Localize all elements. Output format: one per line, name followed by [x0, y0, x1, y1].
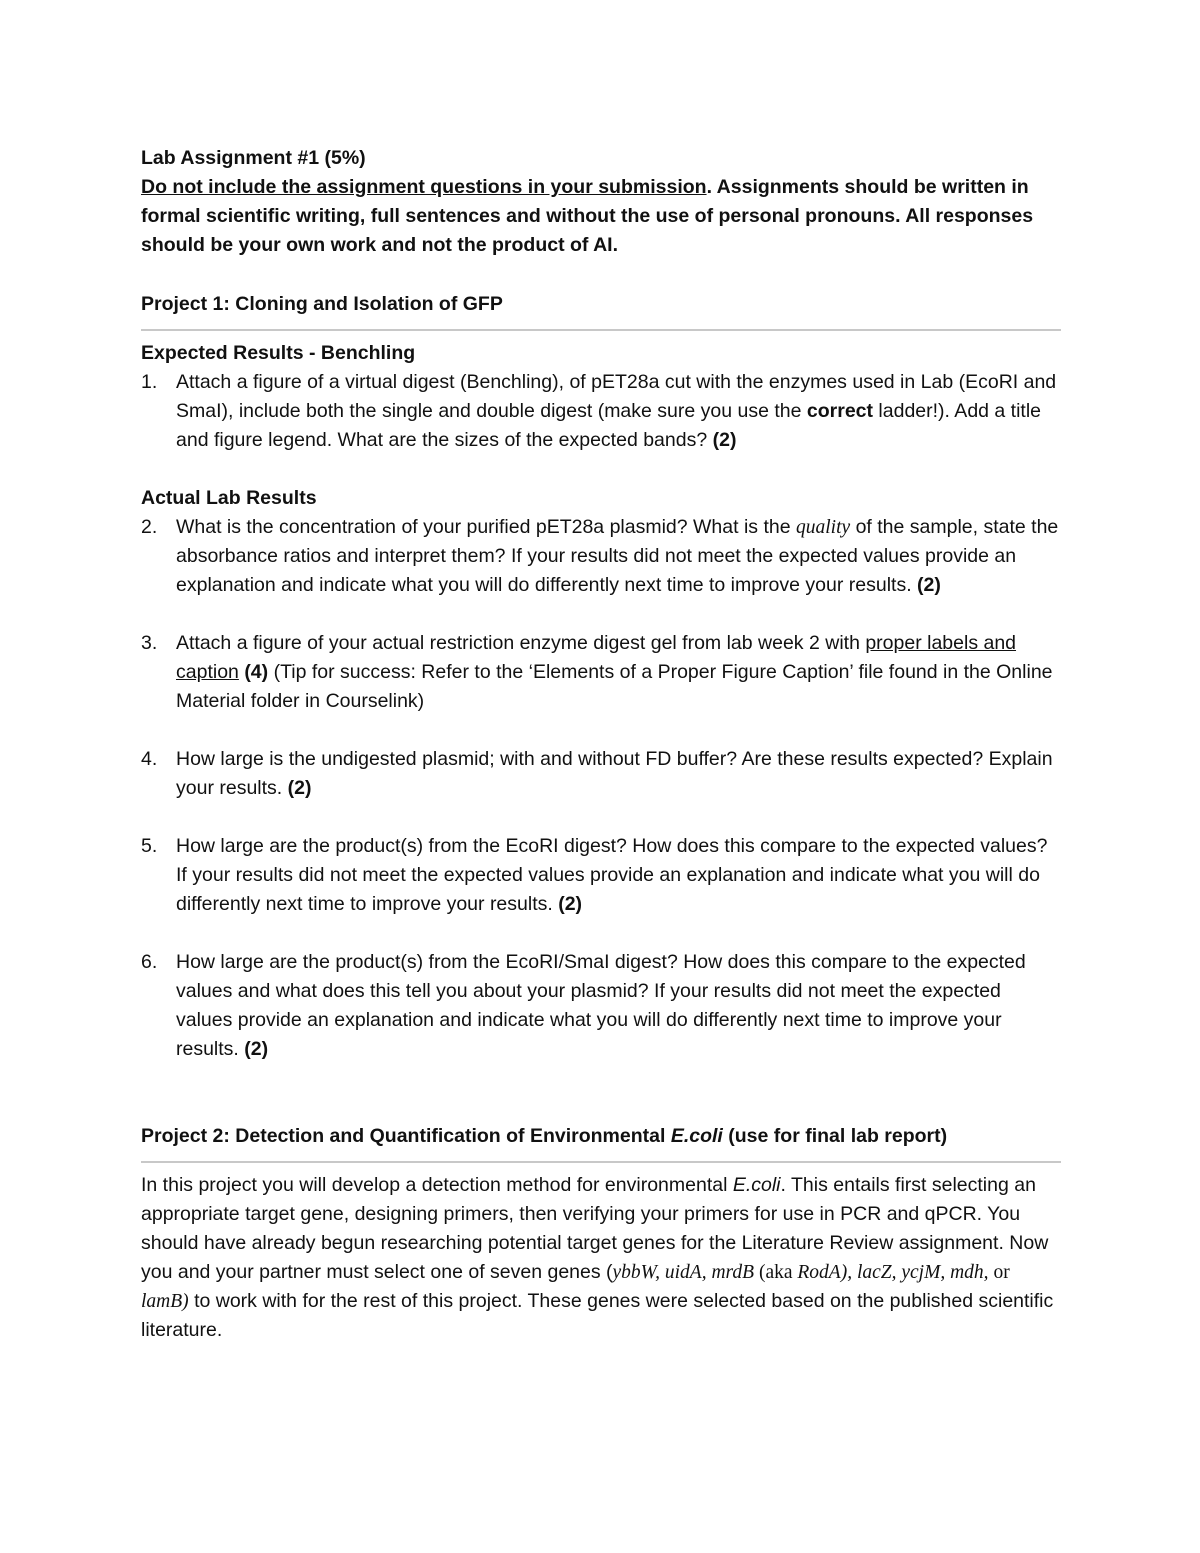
question-4-marks: (2) [287, 777, 312, 799]
project2-body-b: . This entails first selecting an appropriate target gene, designing primers, then verifying your primers for use in PCR and qPCR. You should have already begun researching potential target genes for the Literature Review assignment. Now you and your partner must select one of seven genes ( [141, 1174, 1049, 1283]
question-3 [141, 629, 1061, 716]
question-3-text-underlined: proper labels and caption [176, 632, 1017, 683]
question-6-number: 6. [141, 951, 158, 973]
question-2-text-b: of the sample, state the absorbance ratios and interpret them? If your results did not meet the expected values provide an explanation and indicate what you will do differently next time to improve your results. [176, 516, 1059, 596]
project2-body-italic: E.coli [732, 1174, 781, 1196]
gene-list-b: RodA), lacZ, ycjM, mdh, [797, 1262, 989, 1283]
gene-list-c: lamB) [141, 1291, 189, 1312]
gene-list-a: ybbW, uidA, mrdB [612, 1262, 755, 1283]
project1-divider [141, 329, 1061, 331]
assignment-title: Lab Assignment #1 (5%) [141, 147, 366, 169]
document-page [141, 144, 1061, 1345]
question-1-text-b: ladder!). Add a title and figure legend. What are the sizes of the expected bands? [176, 400, 1042, 451]
project2-body [141, 1171, 1061, 1345]
question-3-text-c: (Tip for success: Refer to the ‘Elements of a Proper Figure Caption’ file found in the Online Material folder in Courselink) [176, 661, 1053, 712]
question-2-text-a: What is the concentration of your purified pET28a plasmid? What is the [176, 516, 796, 538]
gene-list-or: or [988, 1262, 1010, 1283]
question-1-marks: (2) [712, 429, 737, 451]
actual-questions-list [141, 513, 1061, 1064]
question-2-marks: (2) [917, 574, 941, 596]
question-3-text-a: Attach a figure of your actual restriction enzyme digest gel from lab week 2 with [176, 632, 866, 654]
question-1-number: 1. [141, 371, 158, 393]
question-5-marks: (2) [558, 893, 583, 915]
gene-list-aka: (aka [754, 1262, 798, 1283]
assignment-instructions [141, 173, 1061, 260]
question-6 [141, 948, 1061, 1064]
actual-results-heading: Actual Lab Results [141, 487, 317, 509]
project2-body-a: In this project you will develop a detection method for environmental [141, 1174, 733, 1196]
question-1 [141, 368, 1061, 455]
question-6-marks: (2) [244, 1038, 269, 1060]
question-1-text-a: Attach a figure of a virtual digest (Benchling), of pET28a cut with the enzymes used in Lab (EcoRI and SmaI), include both the single and double digest (make sure you use the [176, 371, 1057, 422]
question-5-text: How large are the product(s) from the EcoRI digest? How does this compare to the expected values? If your results did not meet the expected values provide an explanation and indicate what you will do differently next time to improve your results. [176, 835, 1048, 915]
question-3-marks: (4) [244, 661, 269, 683]
question-4-number: 4. [141, 748, 158, 770]
question-4-text: How large is the undigested plasmid; with and without FD buffer? Are these results expected? Explain your results. [176, 748, 1053, 799]
project2-divider [141, 1161, 1061, 1163]
question-2 [141, 513, 1061, 600]
question-4 [141, 745, 1061, 803]
question-2-text-italic: quality [795, 517, 851, 538]
instructions-underlined: Do not include the assignment questions in your submission [141, 176, 707, 198]
project2-title-b: (use for final lab report) [722, 1125, 948, 1147]
project1-title: Project 1: Cloning and Isolation of GFP [141, 293, 503, 315]
expected-questions-list [141, 368, 1061, 455]
question-5-number: 5. [141, 835, 158, 857]
question-2-number: 2. [141, 516, 158, 538]
project2-title-italic: E.coli [670, 1125, 723, 1147]
project2-body-c: to work with for the rest of this project. These genes were selected based on the published scientific literature. [141, 1290, 1054, 1341]
question-6-text: How large are the product(s) from the EcoRI/SmaI digest? How does this compare to the expected values and what does this tell you about your plasmid? If your results did not meet the expected values provide an explanation and indicate what you will do differently next time to improve your results. [176, 951, 1026, 1060]
instructions-rest: . Assignments should be written in formal scientific writing, full sentences and without the use of personal pronouns. All responses should be your own work and not the product of AI. [141, 176, 1034, 256]
expected-results-heading: Expected Results - Benchling [141, 342, 416, 364]
project2-title [141, 1122, 1061, 1151]
question-3-number: 3. [141, 632, 158, 654]
question-5 [141, 832, 1061, 919]
question-1-text-bold: correct [806, 400, 874, 422]
project2-title-a: Project 2: Detection and Quantification of Environmental [141, 1125, 671, 1147]
